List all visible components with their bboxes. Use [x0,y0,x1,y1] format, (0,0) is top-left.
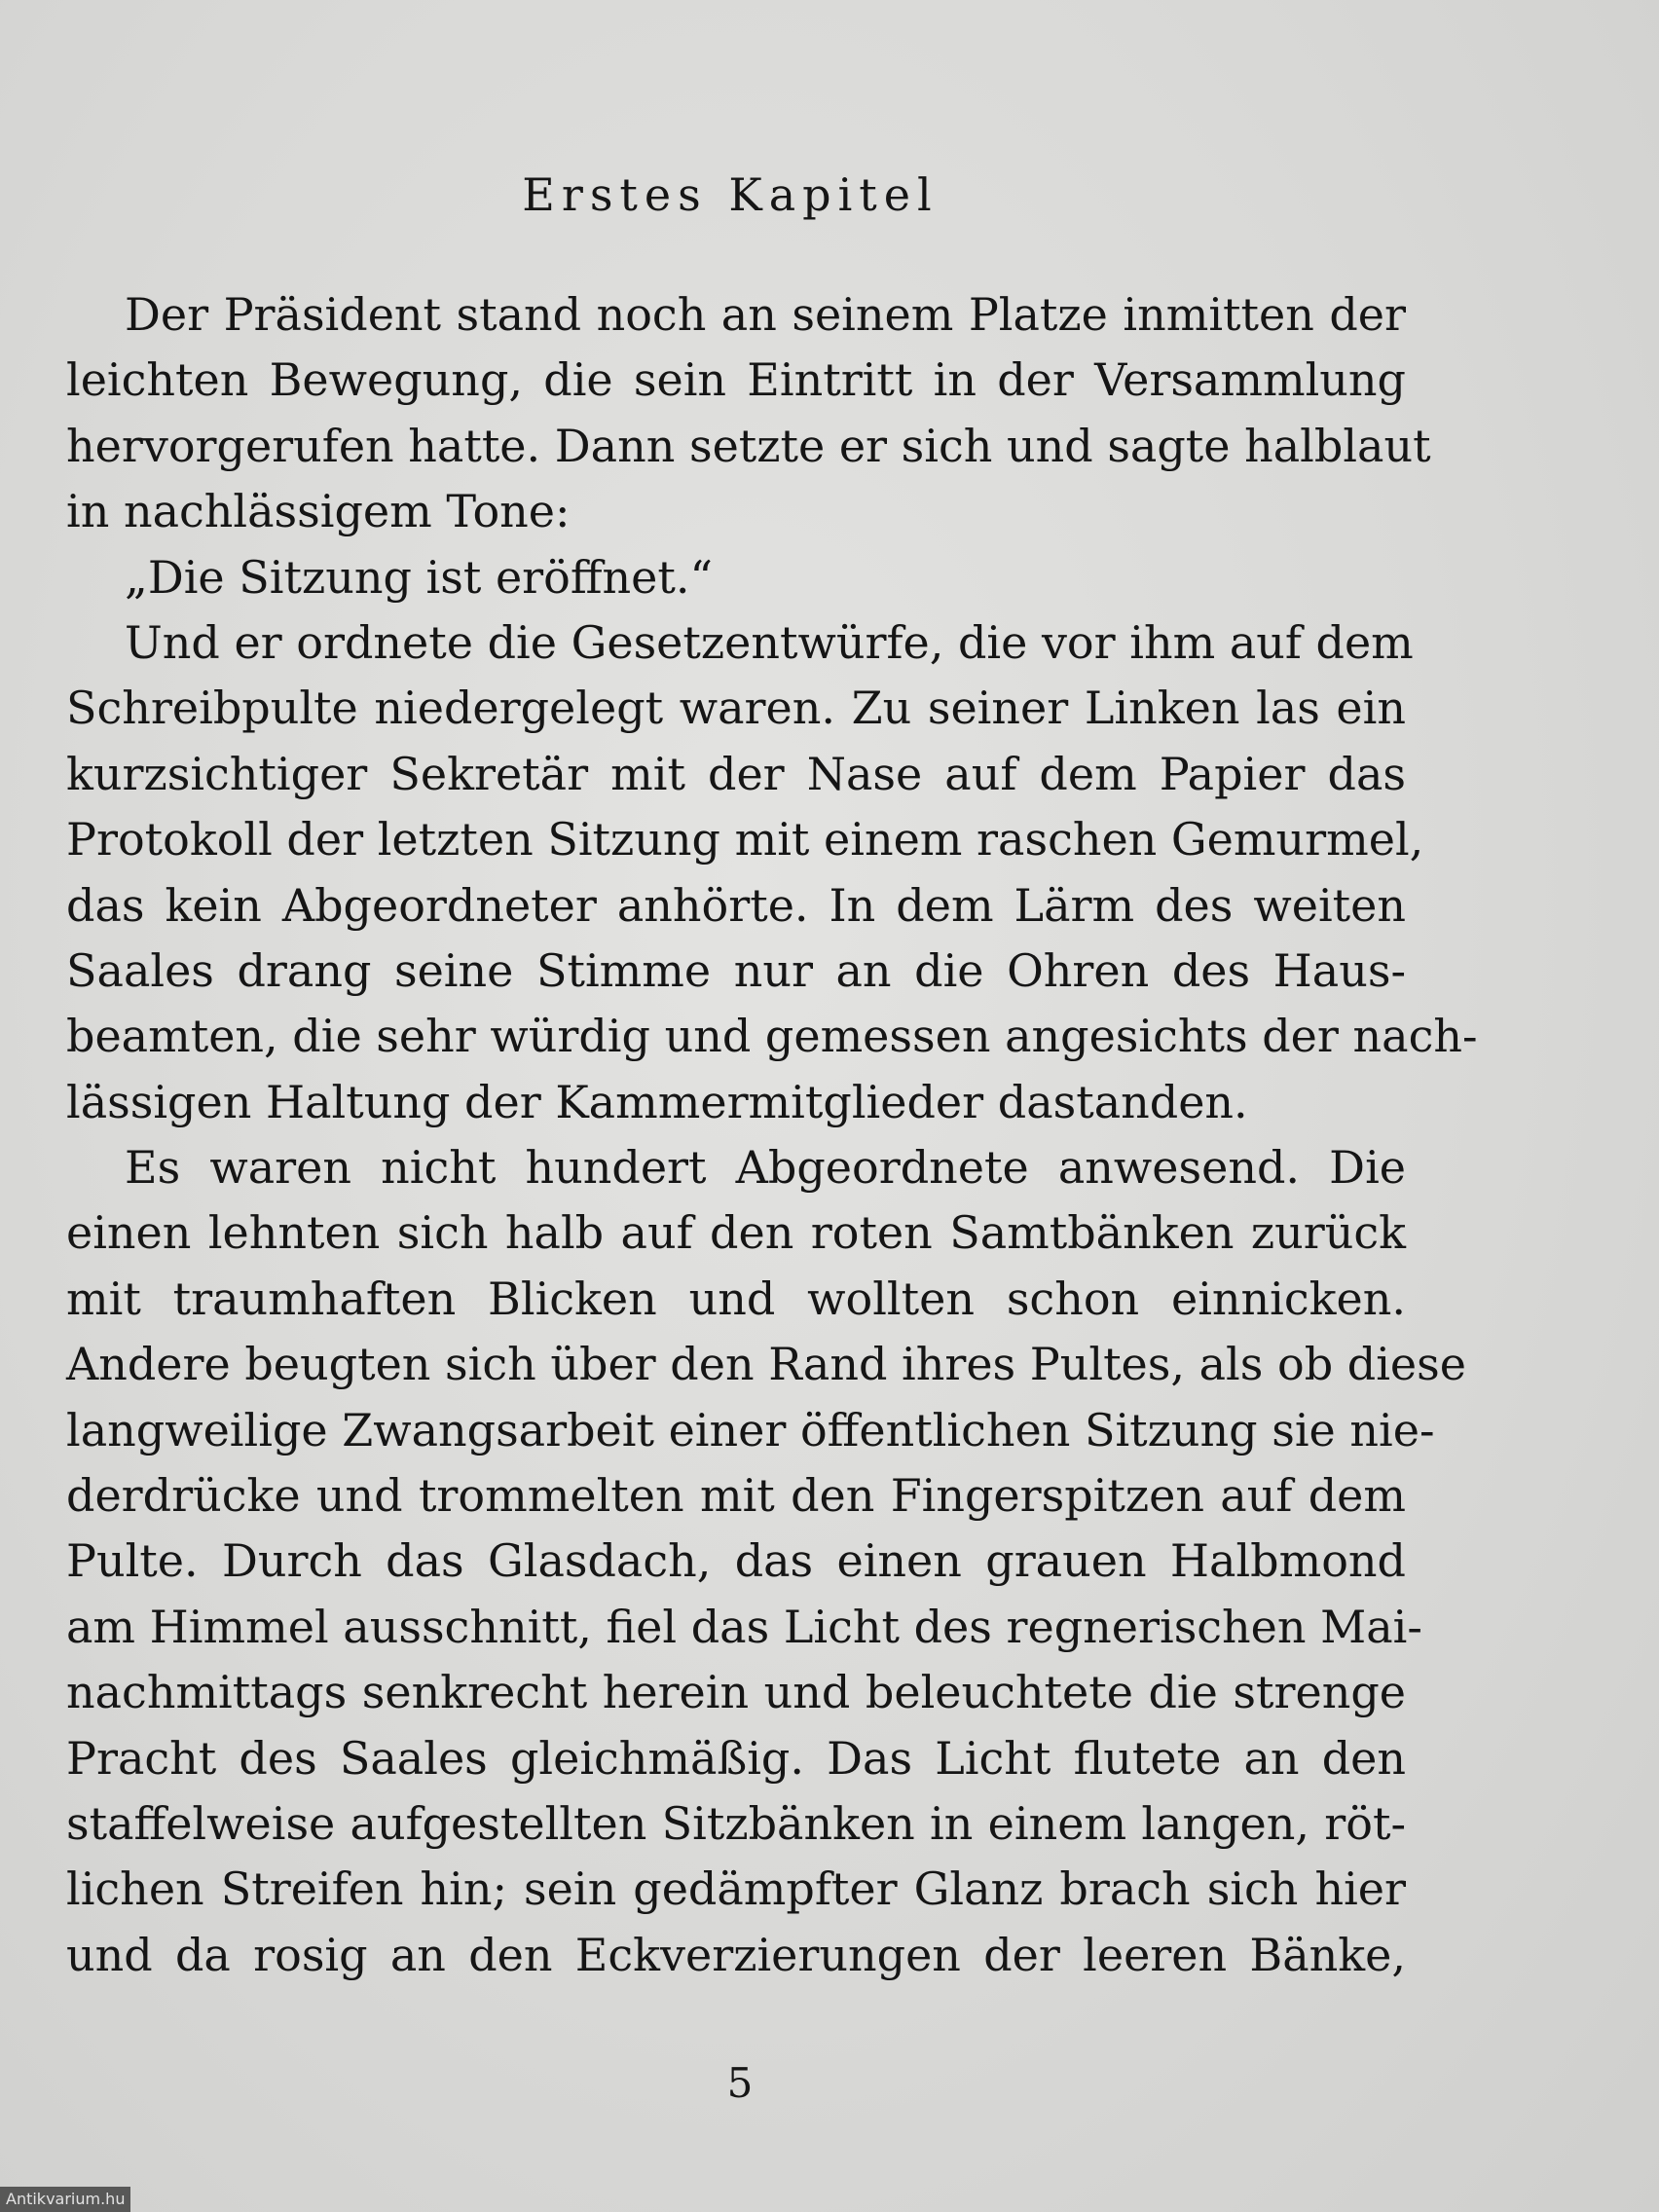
text-line: lässigen Haltung der Kammermitglieder dastanden. [66,1075,1248,1128]
text-line: Pracht des Saales gleichmäßig. Das Licht flutete an den [66,1731,1406,1785]
text-line: Protokoll der letzten Sitzung mit einem raschen Gemurmel, [66,813,1424,866]
text-line: Saales drang seine Stimme nur an die Ohren des Haus- [66,943,1406,997]
text-line: und da rosig an den Eckverzierungen der leeren Bänke, [66,1928,1406,1981]
text-line: Pulte. Durch das Glasdach, das einen grauen Halbmond [66,1534,1406,1588]
text-line: leichten Bewegung, die sein Eintritt in der Versammlung [66,353,1406,407]
text-line: beamten, die sehr würdig und gemessen angesichts der nach- [66,1010,1478,1063]
body-text [66,282,1478,1988]
text-line: langweilige Zwangsarbeit einer öffentlichen Sitzung sie nie- [66,1403,1435,1456]
text-line: Der Präsident stand noch an seinem Platze inmitten der [125,288,1406,341]
text-line: einen lehnten sich halb auf den roten Samtbänken zurück [66,1206,1406,1260]
text-line: in nachlässigem Tone: [66,485,571,538]
text-line: mit traumhaften Blicken und wollten schon einnicken. [66,1272,1406,1325]
text-line: derdrücke und trommelten mit den Fingerspitzen auf dem [66,1469,1406,1523]
text-line: das kein Abgeordneter anhörte. In dem Lärm des weiten [66,878,1406,932]
text-line: Andere beugten sich über den Rand ihres Pultes, als ob diese [66,1338,1466,1391]
text-line: staffelweise aufgestellten Sitzbänken in einem langen, röt- [66,1796,1406,1850]
page-number: 5 [726,2059,754,2107]
chapter-title: Erstes Kapitel [522,168,939,221]
text-line: hervorgerufen hatte. Dann setzte er sich und sagte halblaut [66,419,1431,472]
text-line: nachmittags senkrecht herein und beleuchtete die strenge [66,1666,1406,1719]
text-line: Schreibpulte niedergelegt waren. Zu seiner Linken las ein [66,682,1406,735]
text-line: Es waren nicht hundert Abgeordnete anwesend. Die [125,1141,1406,1195]
watermark-label: Antikvarium.hu [0,2187,130,2212]
text-line: „Die Sitzung ist eröffnet.“ [125,550,714,604]
text-line: kurzsichtiger Sekretär mit der Nase auf dem Papier das [66,747,1406,800]
text-line: lichen Streifen hin; sein gedämpfter Glanz brach sich hier [66,1862,1406,1916]
text-line: am Himmel ausschnitt, fiel das Licht des regnerischen Mai- [66,1600,1422,1653]
text-line: Und er ordnete die Gesetzentwürfe, die vor ihm auf dem [125,615,1414,669]
